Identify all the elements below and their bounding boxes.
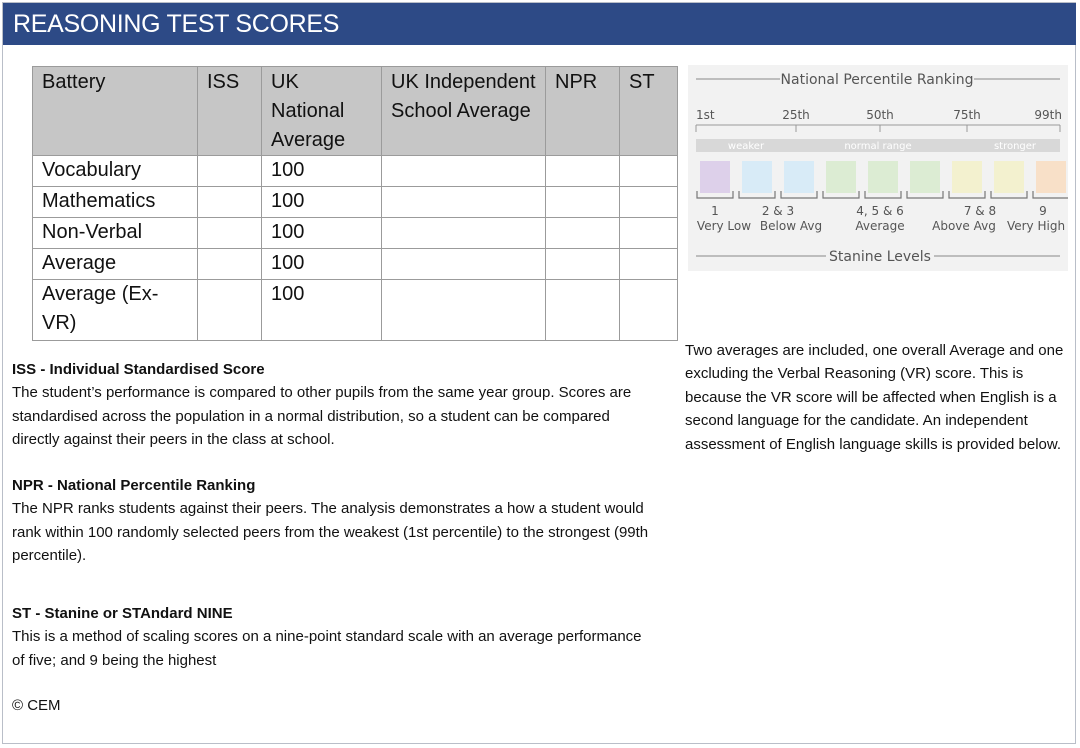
percentile-label: 75th [953,108,981,122]
band-label: stronger [993,141,1037,152]
stanine-group-number: 2 & 3 [761,204,795,218]
stanine-box-3 [784,161,814,193]
battery-cell: Vocabulary [33,156,198,187]
uk-national-cell: 100 [262,249,382,280]
stanine-group-label: Average [855,219,905,233]
stanine-group-number: 4, 5 & 6 [856,204,904,218]
percentile-label: 25th [782,108,810,122]
stanine-group-number: 1 [711,204,719,218]
npr-cell [546,156,620,187]
stanine-box-9 [1036,161,1066,193]
table-header-row [33,67,678,156]
iss-cell [198,187,262,218]
uk-independent-cell [382,218,546,249]
iss-cell [198,249,262,280]
percentile-label: 50th [866,108,894,122]
uk-national-cell: 100 [262,156,382,187]
npr-cell [546,187,620,218]
col-npr-header: NPR [546,67,620,156]
stanine-box-7 [952,161,982,193]
chart-footer: Stanine Levels [829,249,931,265]
iss-body: The student’s performance is compared to other pupils from the same year group. Scores are standardised across the population in a normal distribution, so a student can be compared directly against their peers in the class at school. [12,384,632,449]
stanine-box-2 [742,161,772,193]
iss-cell [198,280,262,341]
copyright: © CEM [12,697,61,714]
iss-cell [198,218,262,249]
table-row [33,249,678,280]
st-cell [620,249,678,280]
percentile-label: 99th [1034,108,1062,122]
st-cell [620,156,678,187]
st-heading: ST - Stanine or STAndard NINE [12,605,233,622]
col-uk-independent-header: UK Independent School Average [382,67,546,156]
stanine-svg [688,65,1068,271]
chart-title: National Percentile Ranking [780,72,974,88]
table-row [33,218,678,249]
stanine-group-label: Very High [1006,219,1066,233]
col-uk-national-header: UK National Average [262,67,382,156]
npr-cell [546,218,620,249]
uk-independent-cell [382,156,546,187]
stanine-box-5 [868,161,898,193]
iss-heading: ISS - Individual Standardised Score [12,361,265,378]
col-iss-header: ISS [198,67,262,156]
iss-definition [12,358,657,452]
uk-national-cell: 100 [262,280,382,341]
npr-body: The NPR ranks students against their peers. The analysis demonstrates a how a student would rank within 100 randomly selected peers from the weakest (1st percentile) to the strongest (99th percentile). [12,500,649,565]
stanine-box-4 [826,161,856,193]
npr-cell [546,249,620,280]
stanine-group-number: 7 & 8 [963,204,997,218]
st-cell [620,187,678,218]
stanine-chart [688,65,1068,271]
title-banner [3,3,1076,45]
st-cell [620,218,678,249]
st-definition [12,602,657,672]
table-row [33,156,678,187]
stanine-group-label: Very Low [696,219,752,233]
table-row [33,280,678,341]
stanine-box-6 [910,161,940,193]
uk-national-cell: 100 [262,187,382,218]
table-row [33,187,678,218]
col-battery-header: Battery [33,67,198,156]
uk-independent-cell [382,187,546,218]
stanine-group-number: 9 [1039,204,1047,218]
npr-heading: NPR - National Percentile Ranking [12,477,256,494]
page-title: REASONING TEST SCORES [13,10,340,38]
uk-national-cell: 100 [262,218,382,249]
percentile-label: 1st [696,108,715,122]
npr-definition [12,474,657,568]
battery-cell: Average [33,249,198,280]
st-cell [620,280,678,341]
band-label: weaker [727,141,765,152]
uk-independent-cell [382,249,546,280]
averages-note: Two averages are included, one overall Average and one excluding the Verbal Reasoning (VR) score. This is because the VR score will be affected when English is a second language for the candidate. An independent assessment of English language skills is provided below. [685,342,1064,453]
stanine-group-label: Below Avg [759,219,823,233]
battery-cell: Mathematics [33,187,198,218]
scores-table [32,66,678,341]
battery-cell: Average (Ex-VR) [33,280,198,341]
band-label: normal range [844,141,912,152]
stanine-group-label: Above Avg [932,219,996,233]
npr-cell [546,280,620,341]
battery-cell: Non-Verbal [33,218,198,249]
iss-cell [198,156,262,187]
stanine-box-1 [700,161,730,193]
st-body: This is a method of scaling scores on a nine-point standard scale with an average performance of five; and 9 being the highest [12,628,642,669]
uk-independent-cell [382,280,546,341]
col-st-header: ST [620,67,678,156]
stanine-boxes [697,161,1068,198]
stanine-box-8 [994,161,1024,193]
